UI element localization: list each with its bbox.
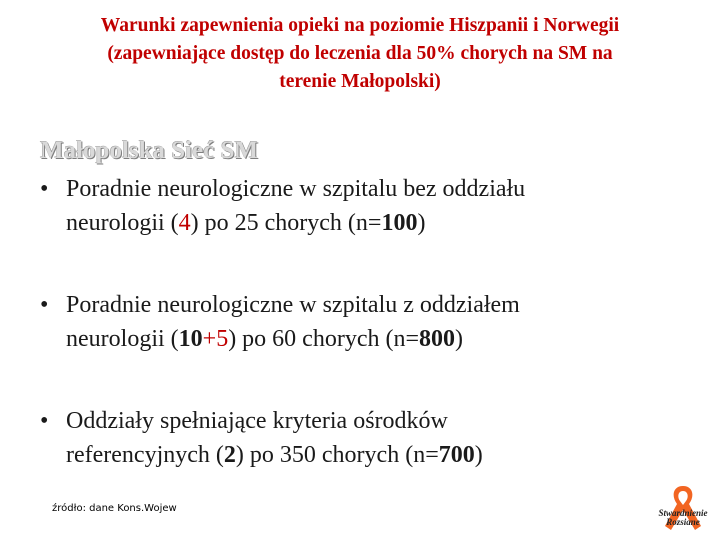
- bullet-list: [40, 172, 700, 472]
- bullet-text: ) po 350 chorych (n=: [235, 442, 439, 468]
- bullet-line-1: Oddziały spełniające kryteria ośrodków: [66, 408, 448, 434]
- bullet-text: neurologii (: [66, 326, 179, 352]
- bullet-line-2: [66, 322, 700, 356]
- bullet-text: ) po 60 chorych (n=: [228, 326, 420, 352]
- bullet-line-2: [66, 438, 700, 472]
- section-heading: Małopolska Sieć SM: [40, 137, 259, 164]
- plus-sign: +: [202, 326, 217, 352]
- center-count: 2: [223, 442, 236, 468]
- bullet-item-3: [40, 404, 700, 472]
- title-line-3: terenie Małopolski): [279, 71, 441, 92]
- slide-title: [20, 12, 700, 96]
- logo-text-line-2: Rozsiane: [666, 517, 700, 527]
- bullet-text: ): [417, 210, 426, 236]
- bullet-dot: •: [40, 408, 49, 434]
- bullet-item-2: [40, 288, 700, 356]
- bullet-text: ): [455, 326, 464, 352]
- bullet-line-1: Poradnie neurologiczne w szpitalu bez oddziału: [66, 176, 526, 202]
- bullet-text: ): [474, 442, 483, 468]
- title-line-1: Warunki zapewnienia opieki na poziomie Hiszpanii i Norwegii: [100, 15, 620, 36]
- bullet-text: referencyjnych (: [66, 442, 224, 468]
- title-line-2: (zapewniające dostęp do leczenia dla 50% chorych na SM na: [107, 43, 613, 64]
- source-note: źródło: dane Kons.Wojew: [52, 503, 177, 514]
- bullet-line-1: Poradnie neurologiczne w szpitalu z oddziałem: [66, 292, 520, 318]
- bullet-dot: •: [40, 292, 49, 318]
- clinic-count-extra: 5: [216, 326, 229, 352]
- bullet-line-2: [66, 206, 700, 240]
- clinic-count: 10: [178, 326, 203, 352]
- patient-count: 800: [419, 326, 456, 352]
- logo-text-line-1: Stwardnienie: [658, 508, 708, 518]
- patient-count: 100: [381, 210, 418, 236]
- orange-ribbon-icon: [655, 482, 711, 534]
- bullet-text: neurologii (: [66, 210, 179, 236]
- patient-count: 700: [438, 442, 475, 468]
- ribbon-logo: [655, 482, 711, 534]
- bullet-dot: •: [40, 176, 49, 202]
- bullet-text: ) po 25 chorych (n=: [190, 210, 382, 236]
- bullet-item-1: [40, 172, 700, 240]
- clinic-count: 4: [178, 210, 191, 236]
